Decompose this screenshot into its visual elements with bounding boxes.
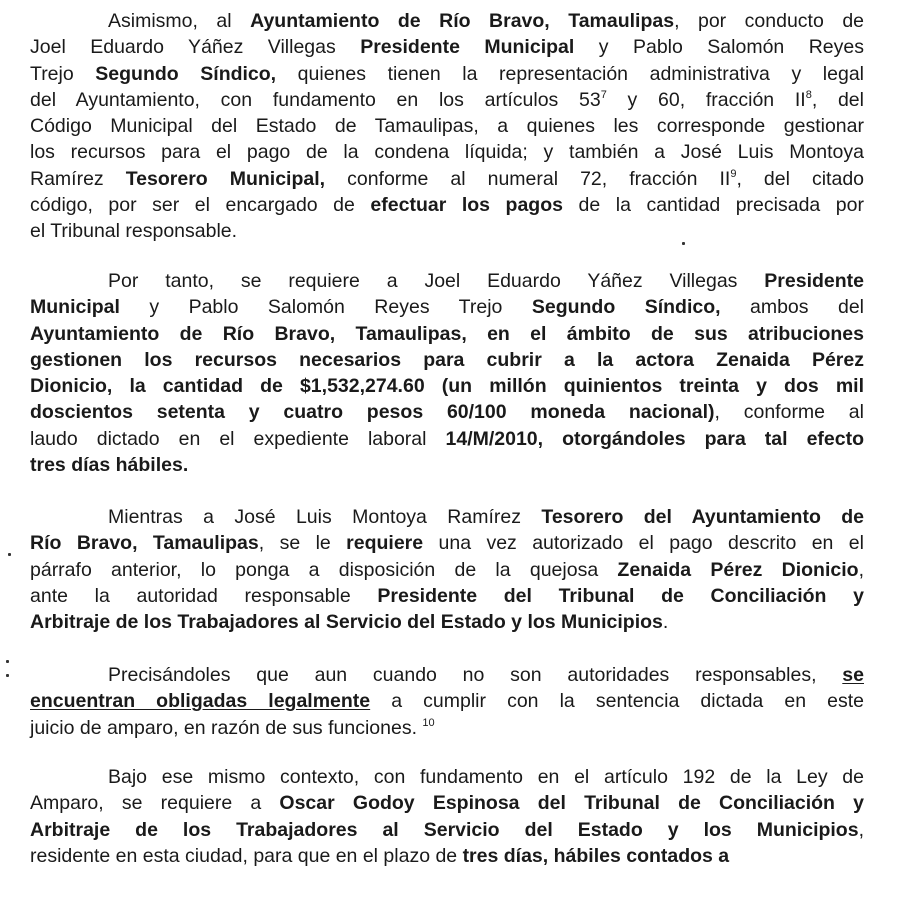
text-run: ,: [858, 558, 864, 581]
text-line: [30, 426, 864, 452]
bold-text: gestionen los recursos necesarios para cubrir a la actora Zenaida Pérez: [30, 348, 864, 371]
text-run: el Tribunal responsable.: [30, 220, 238, 243]
text-line: [30, 347, 864, 373]
text-line: [30, 61, 864, 87]
text-run: , del: [811, 88, 864, 111]
text-run: los recursos para el pago de la condena líquida; y también a José Luis Montoya: [30, 141, 864, 164]
bold-text: se: [842, 664, 864, 686]
text-run: , por conducto de: [674, 10, 865, 32]
text-line: [30, 87, 864, 113]
bold-text: Dionicio, la cantidad de $1,532,274.60 (un millón quinientos treinta y dos mil: [30, 375, 864, 398]
text-line: [30, 715, 864, 741]
bold-text: tres días, hábiles contados a: [462, 844, 730, 867]
text-run: juicio de amparo, en razón de sus funciones.: [30, 716, 423, 739]
text-line: [30, 583, 864, 609]
text-line: [30, 218, 864, 244]
text-run: residente en esta ciudad, para que en el plazo de: [30, 844, 463, 867]
text-line: [30, 399, 864, 425]
bold-text: Ayuntamiento de Río Bravo, Tamaulipas, en el ámbito de sus atribuciones: [30, 322, 864, 345]
bold-text: Tesorero del Ayuntamiento de: [541, 506, 864, 528]
text-run: Código Municipal del Estado de Tamaulipas, a quienes les corresponde gestionar: [30, 115, 864, 138]
bold-text: Arbitraje de los Trabajadores al Servicio del Estado y los Municipios: [30, 818, 859, 841]
bold-text: Presidente del Tribunal de Conciliación y: [377, 584, 864, 607]
text-run: ambos del: [720, 296, 864, 319]
text-run: Precisándoles que aun cuando no son autoridades responsables,: [108, 664, 843, 686]
text-line: [30, 790, 864, 816]
scan-speck: [6, 660, 9, 663]
text-line: [30, 688, 864, 714]
bold-text: 14/M/2010, otorgándoles para tal efecto: [445, 427, 865, 450]
bold-text: Río Bravo, Tamaulipas: [30, 532, 259, 555]
text-line: [30, 557, 864, 583]
text-line: [30, 504, 864, 530]
text-run: y Pablo Salomón Reyes: [574, 36, 864, 59]
bold-text: Segundo Síndico,: [531, 296, 721, 319]
text-line: [30, 166, 864, 192]
text-run: , del citado: [736, 167, 865, 190]
text-run: laudo dictado en el expediente laboral: [30, 427, 446, 450]
text-line: [30, 764, 864, 790]
bold-text: efectuar los pagos: [370, 194, 563, 217]
text-run: y 60, fracción II: [606, 88, 806, 111]
text-line: [30, 113, 864, 139]
text-line: [30, 452, 864, 478]
scan-speck: [8, 553, 11, 556]
text-run: y Pablo Salomón Reyes Trejo: [119, 296, 532, 319]
paragraph-tesorero: [30, 504, 864, 635]
text-line: [30, 321, 864, 347]
footnote-ref: 9: [730, 167, 737, 180]
text-run: Por tanto, se requiere a Joel Eduardo Yáñez Villegas: [108, 270, 765, 292]
text-line: [30, 8, 864, 34]
text-line: [30, 662, 864, 688]
bold-text: tres días hábiles.: [30, 454, 189, 477]
text-run: , se le: [258, 532, 347, 555]
bold-text: Tesorero Municipal,: [125, 167, 326, 190]
text-line: [30, 609, 864, 635]
text-run: del Ayuntamiento, con fundamento en los artículos 53: [30, 88, 601, 111]
paragraph-ley-de-amparo: [30, 764, 864, 869]
scan-speck: [682, 242, 685, 245]
text-run: Trejo: [30, 62, 96, 85]
bold-text: Segundo Síndico,: [95, 62, 277, 85]
text-run: Mientras a José Luis Montoya Ramírez: [108, 506, 542, 528]
footnote-ref: 7: [600, 88, 607, 101]
text-line: [30, 268, 864, 294]
paragraph-requerimiento: [30, 268, 864, 478]
paragraph-ayuntamiento: [30, 8, 864, 245]
paragraph-obligadas: [30, 662, 864, 741]
text-line: [30, 294, 864, 320]
text-run: .: [662, 611, 669, 634]
text-run: a cumplir con la sentencia dictada en este: [370, 690, 864, 713]
footnote-ref: 8: [805, 88, 812, 101]
text-run: Amparo, se requiere a: [30, 792, 280, 815]
bold-text: doscientos setenta y cuatro pesos 60/100 moneda nacional): [30, 401, 715, 424]
text-line: [30, 192, 864, 218]
text-line: [30, 373, 864, 399]
bold-text: Zenaida Pérez Dionicio: [617, 558, 859, 581]
text-run: quienes tienen la representación administrativa y legal: [276, 62, 864, 85]
bold-text: encuentran obligadas legalmente: [30, 690, 371, 713]
text-line: [30, 843, 864, 869]
text-run: párrafo anterior, lo ponga a disposición de la quejosa: [30, 558, 618, 581]
text-line: [30, 34, 864, 60]
text-run: código, por ser el encargado de: [30, 194, 371, 217]
bold-text: Ayuntamiento de Río Bravo, Tamaulipas: [250, 10, 675, 32]
text-run: conforme al numeral 72, fracción II: [325, 167, 731, 190]
text-run: Ramírez: [30, 167, 126, 190]
footnote-ref: 10: [422, 716, 435, 729]
bold-text: Presidente: [764, 270, 864, 292]
bold-text: Arbitraje de los Trabajadores al Servicio del Estado y los Municipios: [30, 611, 663, 634]
bold-text: Municipal: [30, 296, 120, 319]
text-line: [30, 530, 864, 556]
text-run: ,: [858, 818, 864, 841]
text-run: Bajo ese mismo contexto, con fundamento en el artículo 192 de la Ley de: [108, 766, 864, 788]
text-run: , conforme al: [714, 401, 864, 424]
text-run: Asimismo, al: [108, 10, 251, 32]
text-run: ante la autoridad responsable: [30, 584, 378, 607]
bold-text: Presidente Municipal: [360, 36, 575, 59]
bold-text: Oscar Godoy Espinosa del Tribunal de Conciliación y: [279, 792, 864, 815]
text-run: Joel Eduardo Yáñez Villegas: [30, 36, 361, 59]
text-line: [30, 139, 864, 165]
bold-text: requiere: [346, 532, 424, 555]
text-line: [30, 817, 864, 843]
scan-speck: [6, 674, 9, 677]
text-run: de la cantidad precisada por: [562, 194, 864, 217]
text-run: una vez autorizado el pago descrito en el: [423, 532, 864, 555]
